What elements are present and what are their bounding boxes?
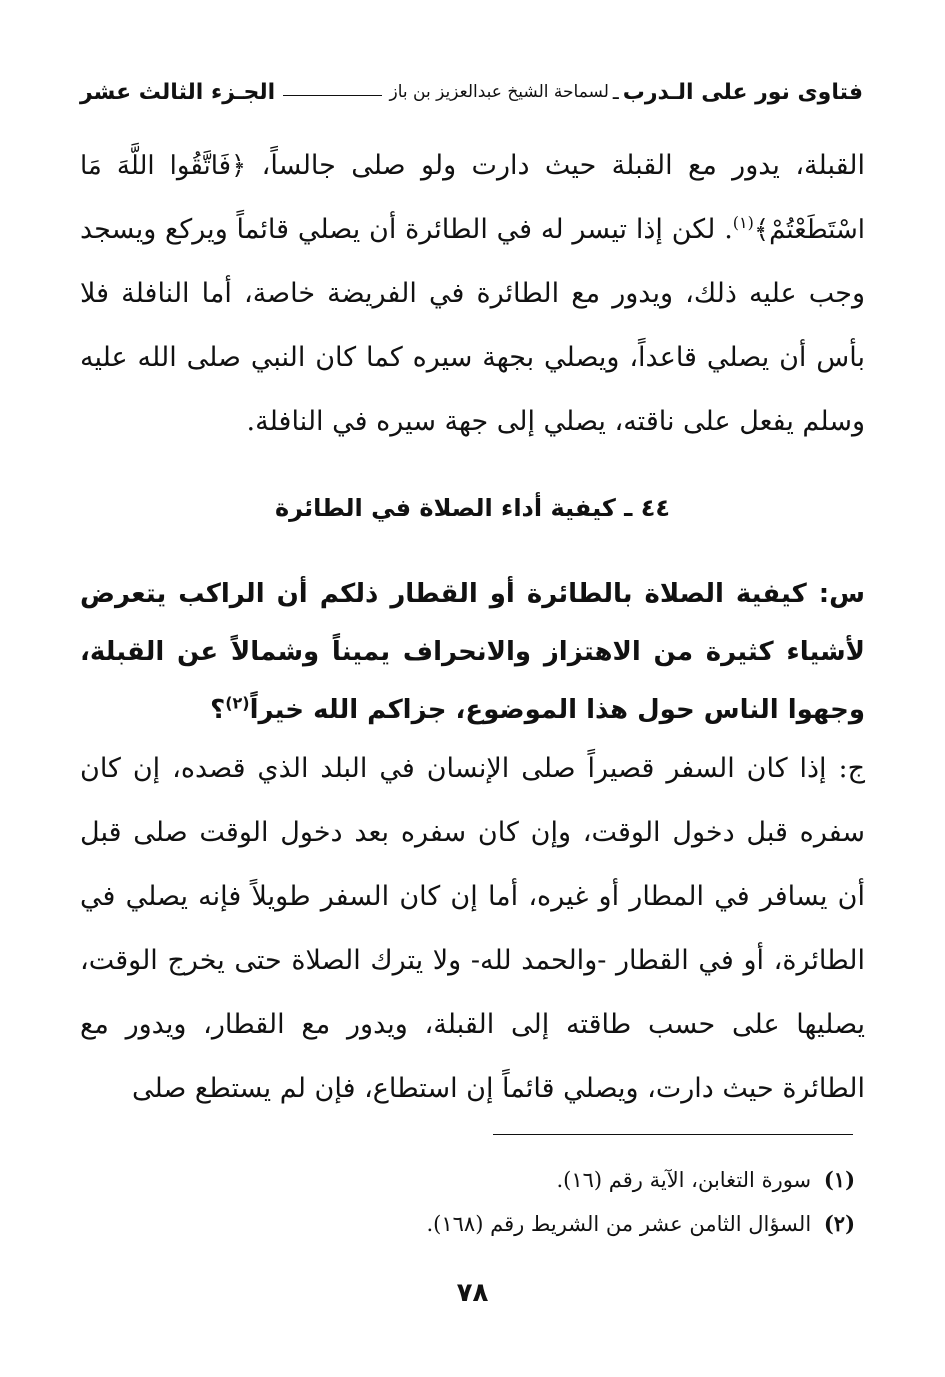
question-prefix: س: [806, 579, 865, 609]
question-block [80, 565, 865, 739]
quran-verse: ﴿فَاتَّقُوا اللَّهَ مَا اسْتَطَعْتُمْ﴾ [80, 151, 865, 245]
section-heading: ٤٤ ـ كيفية أداء الصلاة في الطائرة [274, 494, 671, 522]
header-rule [283, 95, 381, 96]
footnote-text: السؤال الثامن عشر من الشريط رقم (١٦٨). [426, 1212, 812, 1236]
header-separator: ـ [612, 80, 619, 104]
footnote-item [80, 1158, 855, 1202]
footnote-text: سورة التغابن، الآية رقم (١٦). [556, 1168, 812, 1192]
answer-paragraph: ج: إذا كان السفر قصيراً صلى الإنسان في البلد الذي قصده، إن كان سفره قبل دخول الوقت، وإن كان سفره بعد دخول الوقت صلى قبل أن يسافر في المطار أو غيره، أما إن كان السفر طويلاً فإنه يصلي في الطائرة، أو في القطار -والحمد لله- ولا يترك الصلاة حتى يخرج الوقت، يصليها على حسب طاقته إلى القبلة، ويدور مع القطار، ويدور مع الطائرة حيث دارت، ويصلي قائماً إن استطاع، فإن لم يستطع صلى [80, 753, 865, 1104]
paragraph-text: القبلة، يدور مع القبلة حيث دارت ولو صلى جالساً، [246, 150, 865, 181]
question-mark: ؟ [210, 695, 226, 725]
question-text: كيفية الصلاة بالطائرة أو القطار ذلكم أن الراكب يتعرض لأشياء كثيرة من الاهتزاز والانحراف يميناً وشمالاً عن القبلة، وجهوا الناس حول هذا الموضوع، جزاكم الله خيراً [80, 579, 865, 725]
footnote-number: (٢) [823, 1211, 855, 1236]
footnote-divider [493, 1134, 853, 1135]
footnote-ref-2: (٢) [225, 693, 250, 713]
footnote-ref-1: (١) [732, 213, 754, 232]
footnote-number: (١) [823, 1167, 855, 1192]
paragraph-text: . لكن إذا تيسر له في الطائرة أن يصلي قائماً ويركع ويسجد وجب عليه ذلك، ويدور مع الطائرة في الفريضة خاصة، أما النافلة فلا بأس أن يصلي قاعداً، ويصلي بجهة سيره كما كان النبي صلى الله عليه وسلم يفعل على ناقته، يصلي إلى جهة سيره في النافلة. [80, 214, 865, 437]
footnote-item [80, 1202, 855, 1246]
continuation-paragraph [80, 134, 865, 454]
running-header [80, 72, 863, 112]
footnotes [80, 1158, 855, 1246]
book-title: فتاوى نور على الـدرب [622, 79, 863, 105]
author-name: لسماحة الشيخ عبدالعزيز بن باز [389, 82, 609, 102]
page-number: ٧٨ [456, 1278, 489, 1308]
volume-label: الجـزء الثالث عشر [80, 79, 276, 105]
